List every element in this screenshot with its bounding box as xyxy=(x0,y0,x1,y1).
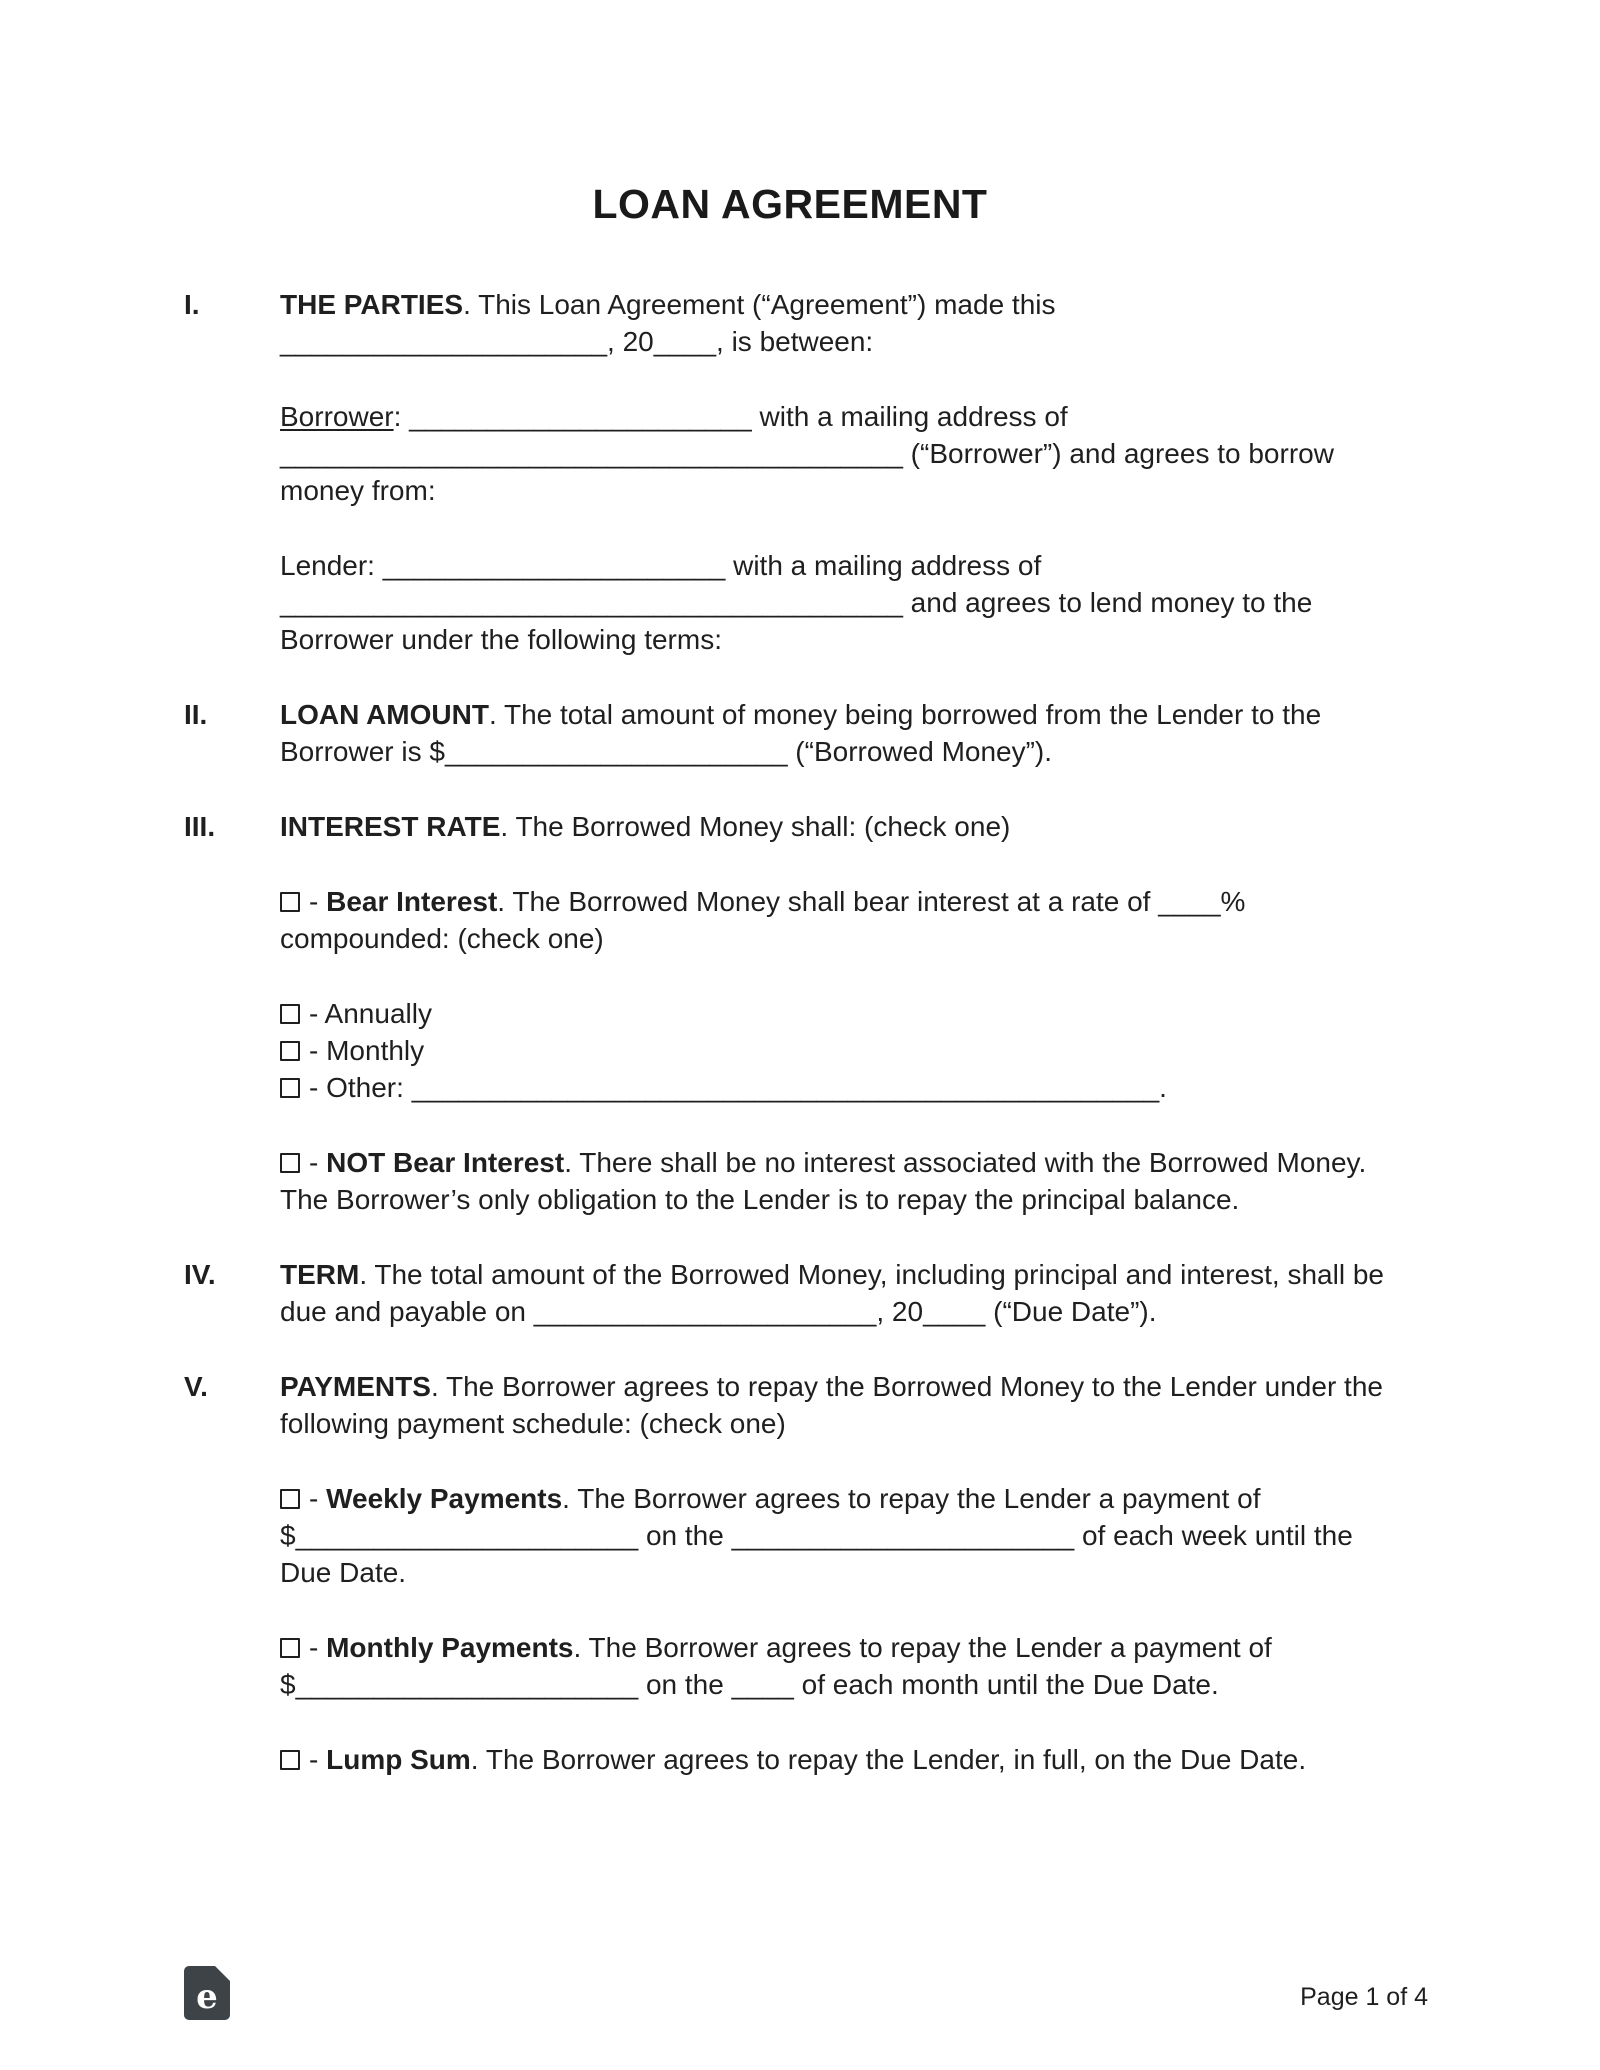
option-text: . The Borrower agrees to repay the Lender a payment of $______________________ on the ____ of each month until the Due Date. xyxy=(280,1632,1272,1700)
checkbox-other-icon[interactable] xyxy=(280,1078,300,1098)
checkbox-item-weekly-payments xyxy=(280,1480,1396,1591)
checkbox-separator: - xyxy=(309,1147,327,1178)
section-term xyxy=(184,1256,1396,1368)
paragraph-text: . The Borrower agrees to repay the Borrowed Money to the Lender under the following payment schedule: (check one) xyxy=(280,1371,1383,1439)
option-text: - Monthly xyxy=(309,1035,425,1066)
interest-rate-paragraph xyxy=(280,808,1396,845)
section-number: IV. xyxy=(184,1259,216,1290)
section-heading: LOAN AMOUNT xyxy=(280,699,489,730)
checkbox-separator: - xyxy=(309,1744,327,1775)
option-label: Monthly Payments xyxy=(326,1632,574,1663)
paragraph-text: . The Borrowed Money shall: (check one) xyxy=(500,811,1011,842)
borrower-paragraph xyxy=(280,398,1396,509)
checkbox-monthly-icon[interactable] xyxy=(280,1041,300,1061)
option-text: . There shall be no interest associated with the Borrowed Money. The Borrower’s only obligation to the Lender is to repay the principal balance. xyxy=(280,1147,1367,1215)
checkbox-not-bear-interest-icon[interactable] xyxy=(280,1153,300,1173)
section-payments xyxy=(184,1368,1396,1816)
option-text: . The Borrowed Money shall bear interest at a rate of ____% compounded: (check one) xyxy=(280,886,1246,954)
checkbox-weekly-payments-icon[interactable] xyxy=(280,1489,300,1509)
checkbox-separator: - xyxy=(309,1483,327,1514)
option-text: . The Borrower agrees to repay the Lender a payment of $______________________ on the ______________________ of each week until the Due Date. xyxy=(280,1483,1353,1588)
option-label: Lump Sum xyxy=(326,1744,471,1775)
eforms-logo-letter: e xyxy=(196,1977,218,2017)
eforms-logo xyxy=(184,1966,230,2020)
section-interest-rate xyxy=(184,808,1396,1256)
option-text: - Other: ________________________________________________. xyxy=(309,1072,1167,1103)
checkbox-item-bear-interest xyxy=(280,883,1396,957)
checkbox-lump-sum-icon[interactable] xyxy=(280,1750,300,1770)
section-number: III. xyxy=(184,811,216,842)
checkbox-item-annually xyxy=(280,995,1396,1032)
checkbox-item-monthly xyxy=(280,1032,1396,1069)
checkbox-separator: - xyxy=(309,886,327,917)
paragraph-text: Lender: ______________________ with a mailing address of ________________________________________ and agrees to lend money to the Borrower under the following terms: xyxy=(280,550,1313,655)
checkbox-item-lump-sum xyxy=(280,1741,1396,1778)
section-number: V. xyxy=(184,1371,208,1402)
option-label: Bear Interest xyxy=(326,886,498,917)
paragraph-text: : ______________________ with a mailing address of ________________________________________ (“Borrower”) and agrees to borrow money from: xyxy=(280,401,1334,506)
paragraph-text: . This Loan Agreement (“Agreement”) made this _____________________, 20____, is between: xyxy=(280,289,1056,357)
section-heading: THE PARTIES xyxy=(280,289,464,320)
loan-amount-paragraph xyxy=(280,696,1396,770)
checkbox-bear-interest-icon[interactable] xyxy=(280,892,300,912)
term-paragraph xyxy=(280,1256,1396,1330)
checkbox-monthly-payments-icon[interactable] xyxy=(280,1638,300,1658)
parties-intro-paragraph xyxy=(280,286,1396,360)
checkbox-annually-icon[interactable] xyxy=(280,1004,300,1024)
checkbox-item-monthly-payments xyxy=(280,1629,1396,1703)
section-heading: TERM xyxy=(280,1259,360,1290)
option-text: - Annually xyxy=(309,998,432,1029)
document-title: LOAN AGREEMENT xyxy=(592,181,988,227)
checkbox-item-not-bear-interest xyxy=(280,1144,1396,1218)
option-label: Weekly Payments xyxy=(326,1483,563,1514)
page-number: Page 1 of 4 xyxy=(1300,1983,1428,2011)
section-loan-amount xyxy=(184,696,1396,808)
section-the-parties xyxy=(184,286,1396,696)
borrower-label: Borrower xyxy=(280,401,394,432)
checkbox-item-other xyxy=(280,1069,1396,1106)
section-number: II. xyxy=(184,699,208,730)
section-heading: PAYMENTS xyxy=(280,1371,431,1402)
option-text: . The Borrower agrees to repay the Lender, in full, on the Due Date. xyxy=(470,1744,1307,1775)
option-label: NOT Bear Interest xyxy=(326,1147,565,1178)
paragraph-text: . The total amount of the Borrowed Money, including principal and interest, shall be due and payable on ______________________, 20____ (“Due Date”). xyxy=(280,1259,1384,1327)
section-number: I. xyxy=(184,289,200,320)
checkbox-separator: - xyxy=(309,1632,327,1663)
section-heading: INTEREST RATE xyxy=(280,811,501,842)
payments-paragraph xyxy=(280,1368,1396,1442)
lender-paragraph xyxy=(280,547,1396,658)
paragraph-text: . The total amount of money being borrowed from the Lender to the Borrower is $______________________ (“Borrowed Money”). xyxy=(280,699,1322,767)
